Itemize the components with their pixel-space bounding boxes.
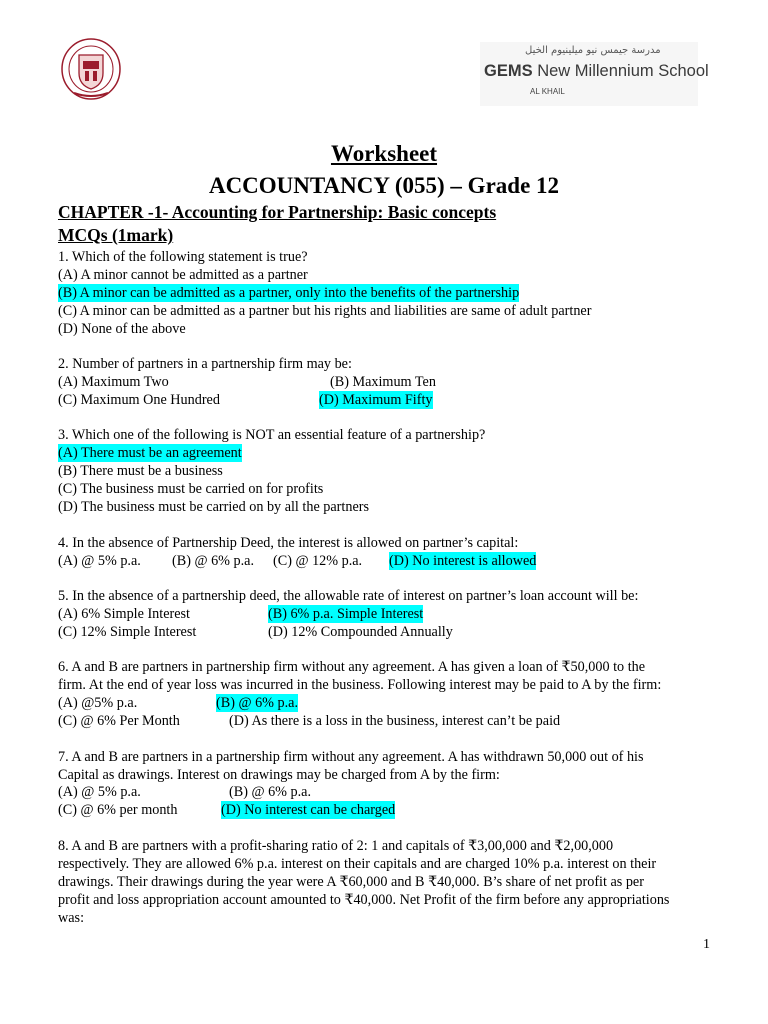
worksheet-title: Worksheet — [330, 141, 438, 166]
logo-subtitle: AL KHAIL — [530, 87, 565, 96]
q3-option-a: (A) There must be an agreement — [58, 445, 242, 461]
q7-option-c: (C) @ 6% per month — [58, 802, 178, 818]
question-5: 5. In the absence of a partnership deed, the allowable rate of interest on partner’s loan account will be: — [58, 588, 639, 604]
question-8-line-5: was: — [58, 910, 85, 926]
question-7-line-1: 7. A and B are partners in a partnership firm without any agreement. A has withdrawn 50,000 out of his — [58, 749, 644, 765]
q5-option-c: (C) 12% Simple Interest — [58, 624, 197, 640]
question-7-line-2: Capital as drawings. Interest on drawings may be charged from A by the firm: — [58, 767, 500, 783]
q5-option-b: (B) 6% p.a. Simple Interest — [268, 606, 424, 622]
q1-option-a: (A) A minor cannot be admitted as a partner — [58, 267, 308, 283]
q5-option-d: (D) 12% Compounded Annually — [268, 624, 453, 640]
logo-school-name: New Millennium School — [537, 62, 709, 80]
q6-option-d: (D) As there is a loss in the business, interest can’t be paid — [229, 713, 561, 729]
page-number: 1 — [703, 937, 710, 952]
q7-option-d: (D) No interest can be charged — [221, 802, 396, 818]
question-6-line-2: firm. At the end of year loss was incurred in the business. Following interest may be paid to A by the firm: — [58, 677, 662, 693]
q2-option-b: (B) Maximum Ten — [330, 374, 436, 390]
q5-option-a: (A) 6% Simple Interest — [58, 606, 190, 622]
q7-option-b: (B) @ 6% p.a. — [229, 784, 312, 800]
q6-option-b: (B) @ 6% p.a. — [216, 695, 299, 711]
q2-option-d: (D) Maximum Fifty — [319, 392, 433, 408]
q1-option-d: (D) None of the above — [58, 321, 186, 337]
question-1: 1. Which of the following statement is true? — [58, 249, 308, 265]
question-8-line-3: drawings. Their drawings during the year were A ₹60,000 and B ₹40,000. B’s share of net profit as per — [58, 874, 644, 890]
q3-option-c: (C) The business must be carried on for profits — [58, 481, 324, 497]
q7-option-a: (A) @ 5% p.a. — [58, 784, 141, 800]
q1-option-b: (B) A minor can be admitted as a partner, only into the benefits of the partnership — [58, 285, 520, 301]
logo-arabic-text: مدرسة جيمس نيو ميلينيوم الخيل — [525, 45, 661, 56]
q1-option-c: (C) A minor can be admitted as a partner but his rights and liabilities are same of adult partner — [58, 303, 592, 319]
question-8-line-4: profit and loss appropriation account amounted to ₹40,000. Net Profit of the firm before any appropriations — [58, 892, 670, 908]
gems-school-logo — [480, 42, 709, 106]
subject-title: ACCOUNTANCY (055) – Grade 12 — [208, 173, 560, 198]
logo-brand: GEMS — [484, 62, 533, 80]
q3-option-d: (D) The business must be carried on by all the partners — [58, 499, 369, 515]
q4-option-b: (B) @ 6% p.a. — [172, 553, 255, 569]
question-3: 3. Which one of the following is NOT an essential feature of a partnership? — [58, 427, 486, 443]
logo-name — [484, 62, 709, 81]
question-8-line-2: respectively. They are allowed 6% p.a. interest on their capitals and are charged 10% p.a. interest on their — [58, 856, 657, 872]
q2-option-c: (C) Maximum One Hundred — [58, 392, 220, 408]
chapter-heading: CHAPTER -1- Accounting for Partnership: Basic concepts — [58, 202, 497, 222]
question-8-line-1: 8. A and B are partners with a profit-sharing ratio of 2: 1 and capitals of ₹3,00,000 and ₹2,00,000 — [58, 838, 614, 854]
q6-option-a: (A) @5% p.a. — [58, 695, 138, 711]
question-6-line-1: 6. A and B are partners in partnership firm without any agreement. A has given a loan of ₹50,000 to the — [58, 659, 646, 675]
section-heading: MCQs (1mark) — [58, 225, 174, 245]
q6-option-c: (C) @ 6% Per Month — [58, 713, 180, 729]
q4-option-d: (D) No interest is allowed — [389, 553, 537, 569]
school-crest-logo — [60, 37, 122, 101]
q4-option-c: (C) @ 12% p.a. — [273, 553, 363, 569]
q4-option-a: (A) @ 5% p.a. — [58, 553, 141, 569]
q3-option-b: (B) There must be a business — [58, 463, 223, 479]
q2-option-a: (A) Maximum Two — [58, 374, 169, 390]
question-4: 4. In the absence of Partnership Deed, the interest is allowed on partner’s capital: — [58, 535, 519, 551]
question-2: 2. Number of partners in a partnership firm may be: — [58, 356, 352, 372]
